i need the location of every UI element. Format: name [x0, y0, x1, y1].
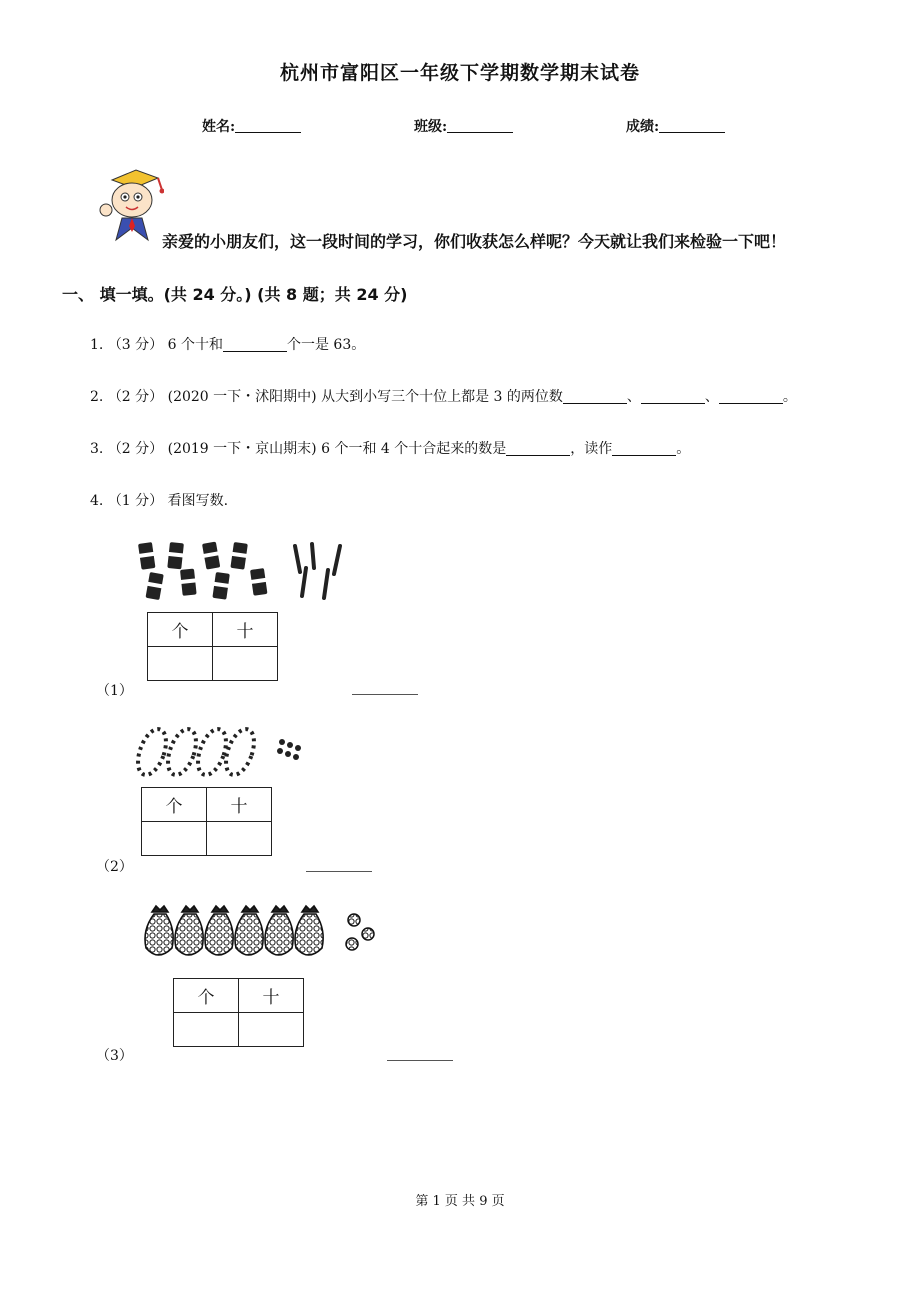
question-source: (2019 一下・京山期末)	[167, 441, 317, 457]
bead-rings	[134, 725, 259, 778]
mascot-icon	[92, 166, 164, 244]
place-value-table-3	[173, 978, 304, 1047]
answer-blank-3[interactable]	[719, 389, 783, 404]
bead-rings-picture	[134, 720, 309, 780]
coin-bags	[145, 906, 323, 955]
question-4	[90, 490, 228, 510]
class-blank[interactable]	[447, 118, 513, 133]
class-field	[414, 116, 513, 136]
question-1	[90, 334, 365, 354]
question-score: （2 分）	[107, 441, 164, 457]
answer-blank[interactable]	[223, 337, 287, 352]
question-source: (2020 一下・沭阳期中)	[167, 389, 317, 405]
ones-cell[interactable]	[174, 1013, 239, 1047]
name-field	[202, 116, 301, 136]
ones-cell[interactable]	[142, 822, 207, 856]
single-sticks	[295, 544, 340, 598]
place-value-table-2	[141, 787, 272, 856]
answer-blank-2[interactable]	[641, 389, 705, 404]
score-label: 成绩:	[626, 119, 660, 135]
question-score: （2 分）	[107, 389, 164, 405]
question-number: 2.	[90, 389, 104, 405]
subquestion-label-2: （2）	[96, 859, 133, 875]
tens-cell[interactable]	[207, 822, 272, 856]
question-text: 从大到小写三个十位上都是 3 的两位数	[321, 389, 563, 405]
answer-line-3[interactable]	[387, 1060, 453, 1061]
separator: 、	[704, 389, 719, 405]
answer-line-1[interactable]	[352, 694, 418, 695]
page-footer: 第 1 页 共 9 页	[415, 1194, 505, 1209]
single-coins	[346, 914, 374, 950]
question-score: （1 分）	[107, 493, 164, 509]
ones-header: 个	[174, 979, 239, 1013]
bundled-sticks-picture	[130, 538, 350, 606]
name-label: 姓名:	[202, 119, 236, 135]
separator: 、	[626, 389, 641, 405]
answer-line-2[interactable]	[306, 871, 372, 872]
answer-blank-1[interactable]	[506, 441, 570, 456]
name-blank[interactable]	[235, 118, 301, 133]
greeting-text: 亲爱的小朋友们，这一段时间的学习，你们收获怎么样呢？今天就让我们来检验一下吧！	[162, 232, 787, 251]
question-3	[90, 438, 690, 458]
question-number: 4.	[90, 493, 104, 509]
class-label: 班级:	[414, 119, 448, 135]
answer-blank-1[interactable]	[563, 389, 627, 404]
page-title: 杭州市富阳区一年级下学期数学期末试卷	[279, 62, 640, 84]
question-text-end: 。	[676, 441, 691, 457]
ones-cell[interactable]	[148, 647, 213, 681]
section-heading: 一、 填一填。(共 24 分。) (共 8 题；共 24 分)	[62, 285, 408, 304]
subquestion-label-3: （3）	[96, 1048, 133, 1064]
coin-bags-picture	[138, 904, 380, 966]
question-text: 看图写数.	[167, 493, 229, 509]
answer-blank-2[interactable]	[612, 441, 676, 456]
score-blank[interactable]	[659, 118, 725, 133]
place-value-table-1	[147, 612, 278, 681]
question-score: （3 分）	[107, 337, 164, 353]
question-2	[90, 386, 797, 406]
question-text: 6 个一和 4 个十合起来的数是	[321, 441, 507, 457]
question-text: 6 个十和	[167, 337, 223, 353]
tens-cell[interactable]	[213, 647, 278, 681]
question-number: 1.	[90, 337, 104, 353]
tens-header: 十	[239, 979, 304, 1013]
question-text-end: 个一是 63。	[286, 337, 366, 353]
tens-header: 十	[213, 613, 278, 647]
ones-header: 个	[142, 788, 207, 822]
subquestion-label-1: （1）	[96, 683, 133, 699]
question-text-end: 。	[782, 389, 797, 405]
single-beads	[277, 739, 301, 760]
tens-header: 十	[207, 788, 272, 822]
question-number: 3.	[90, 441, 104, 457]
ones-header: 个	[148, 613, 213, 647]
score-field	[626, 116, 725, 136]
question-text-mid: ，读作	[570, 441, 613, 457]
stick-bundles	[136, 541, 269, 600]
tens-cell[interactable]	[239, 1013, 304, 1047]
